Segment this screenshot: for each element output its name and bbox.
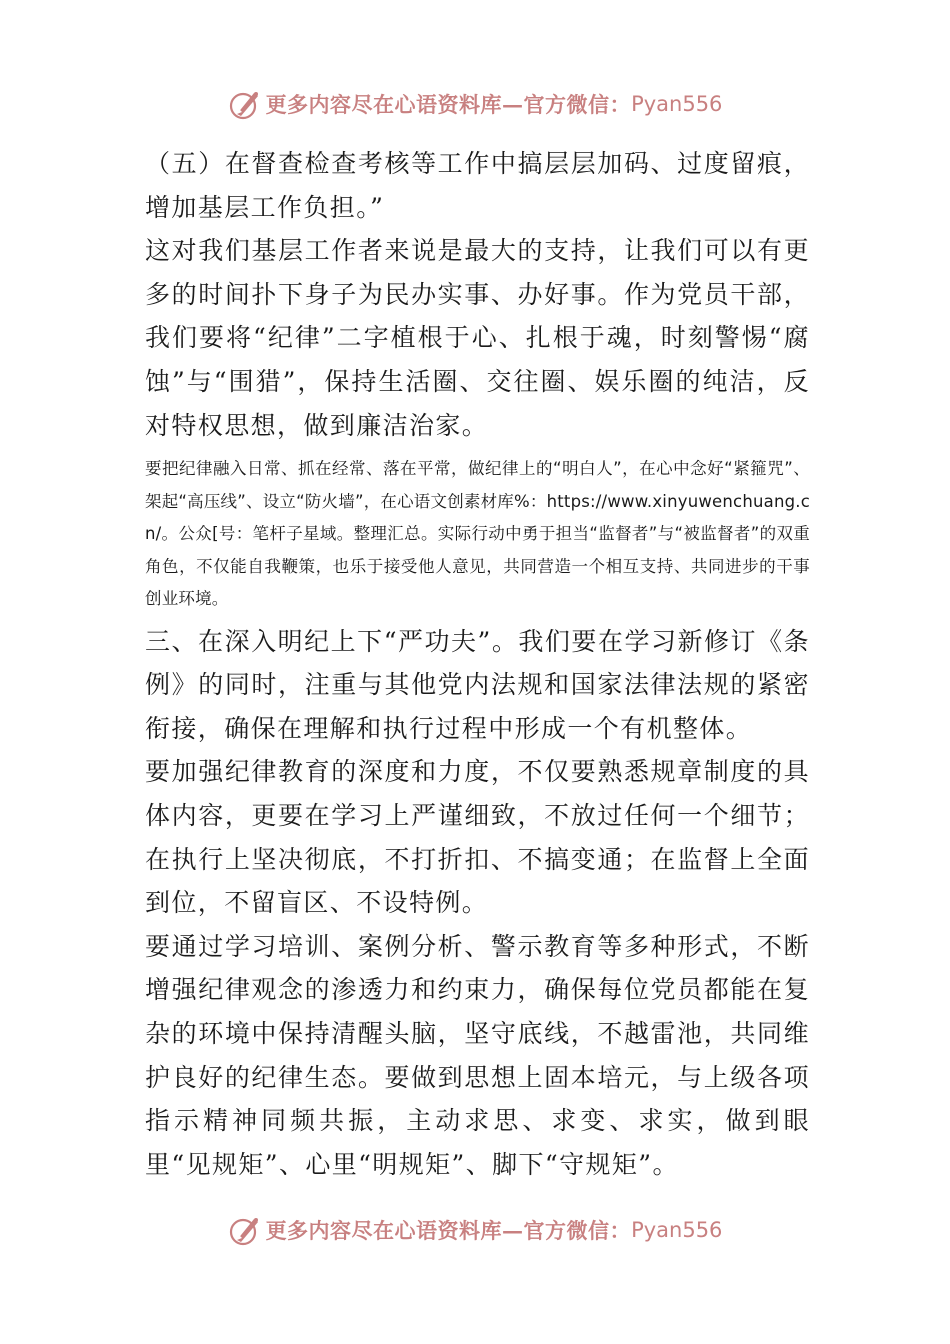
banner-text: 更多内容尽在心语资料库—官方微信： xyxy=(265,1218,632,1243)
banner-wechat-id: Pyan556 xyxy=(631,1218,723,1242)
small-paragraph: 要把纪律融入日常、抓在经常、落在平常，做纪律上的“明白人”，在心中念好“紧箍咒”、架起“高压线”、设立“防火墙”，在心语文创素材库%：https://www.xinyuwenchuang.cn/。公众[号：笔杆子星域。整理汇总。实际行动中勇于担当“监督者”与“被监督者”的双重角色，不仅能自我鞭策，也乐于接受他人意见，共同营造一个相互支持、共同进步的干事创业环境。 xyxy=(145,459,811,609)
banner-text: 更多内容尽在心语资料库—官方微信： xyxy=(265,92,632,117)
section-heading-paragraph: 三、在深入明纪上下“严功夫”。我们要在学习新修订《条例》的同时，注重与其他党内法规和国家法律法规的紧密衔接，确保在理解和执行过程中形成一个有机整体。 xyxy=(145,626,810,743)
paragraph: （五）在督查检查考核等工作中搞层层加码、过度留痕，增加基层工作负担。” xyxy=(145,149,810,222)
header-banner xyxy=(0,84,950,124)
footer-banner xyxy=(0,1210,950,1250)
paragraph: 要加强纪律教育的深度和力度，不仅要熟悉规章制度的具体内容，更要在学习上严谨细致，不放过任何一个细节；在执行上坚决彻底，不打折扣、不搞变通；在监督上全面到位，不留盲区、不设特例。 xyxy=(145,757,810,918)
pen-logo-icon xyxy=(228,87,262,121)
paragraph: 这对我们基层工作者来说是最大的支持，让我们可以有更多的时间扑下身子为民办实事、办好事。作为党员干部，我们要将“纪律”二字植根于心、扎根于魂，时刻警惕“腐蚀”与“围猎”，保持生活圈、交往圈、娱乐圈的纯洁，反对特权思想，做到廉洁治家。 xyxy=(145,236,810,440)
pen-logo-icon xyxy=(228,1213,262,1247)
paragraph: 要通过学习培训、案例分析、警示教育等多种形式，不断增强纪律观念的渗透力和约束力，确保每位党员都能在复杂的环境中保持清醒头脑，坚守底线，不越雷池，共同维护良好的纪律生态。要做到思想上固本培元，与上级各项指示精神同频共振，主动求思、求变、求实，做到眼里“见规矩”、心里“明规矩”、脚下“守规矩”。 xyxy=(145,931,810,1179)
document-body xyxy=(145,142,810,1186)
banner-wechat-id: Pyan556 xyxy=(631,92,723,116)
